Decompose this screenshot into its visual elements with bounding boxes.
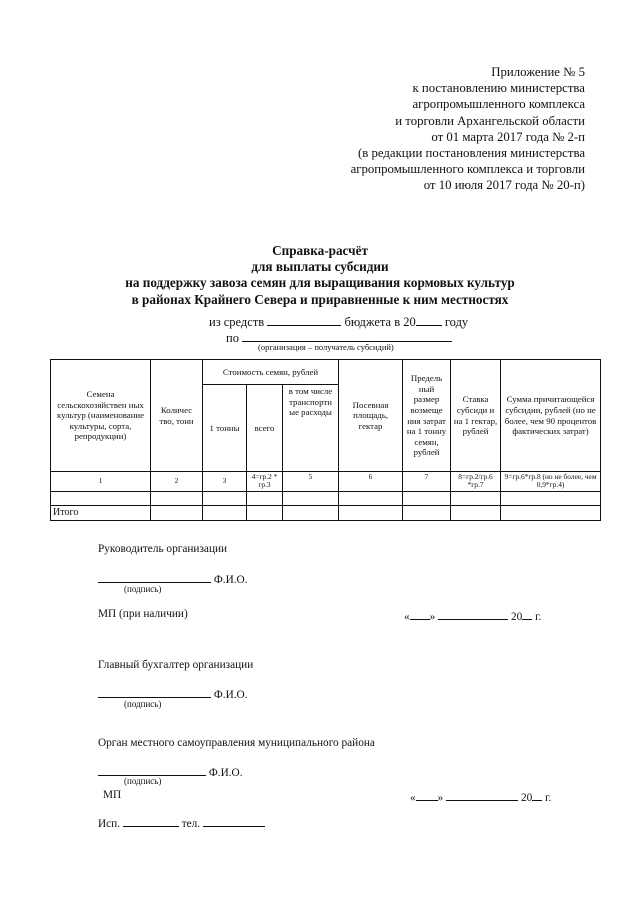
- col-number: 6: [339, 472, 403, 492]
- local-gov-sign-note: (подпись): [124, 776, 162, 786]
- table-cell[interactable]: [501, 491, 601, 505]
- executor-line: [98, 815, 265, 830]
- header-cost-total: всего: [247, 385, 283, 472]
- table-cell[interactable]: [203, 491, 247, 505]
- total-row: [51, 505, 601, 520]
- header-cost-per-ton: 1 тонны: [203, 385, 247, 472]
- date-close-quote: »: [429, 611, 436, 623]
- date-year-suffix: г.: [545, 792, 552, 804]
- table-cell[interactable]: [203, 505, 247, 520]
- table-cell[interactable]: [151, 505, 203, 520]
- appendix-header: [351, 64, 585, 194]
- date-year-suffix: г.: [535, 611, 542, 623]
- document-title: [0, 243, 640, 308]
- date-open-quote: «: [410, 792, 416, 804]
- header-quantity: Количес тво, тонн: [151, 360, 203, 472]
- table-cell[interactable]: [501, 505, 601, 520]
- table-cell[interactable]: [339, 505, 403, 520]
- date-close-quote: »: [437, 792, 444, 804]
- executor-tel-blank[interactable]: [203, 815, 265, 827]
- date-year-blank[interactable]: [522, 608, 532, 620]
- col-number: 3: [203, 472, 247, 492]
- col-number: 4=гр.2 * гр.3: [247, 472, 283, 492]
- org-name-blank[interactable]: [242, 329, 452, 342]
- funds-prefix: из средств: [209, 315, 265, 329]
- accountant-signature-blank[interactable]: [98, 686, 211, 698]
- header-area: Посевная площадь, гектар: [339, 360, 403, 472]
- seal2-date: [410, 789, 551, 804]
- subsidy-table: [50, 359, 601, 521]
- col-number: 9=гр.6*гр.8 (но не более, чем 0,9*гр.4): [501, 472, 601, 492]
- title-line: для выплаты субсидии: [251, 259, 389, 275]
- head-signature-line: [98, 571, 248, 586]
- table-cell[interactable]: [339, 491, 403, 505]
- table-cell[interactable]: [51, 491, 151, 505]
- head-title: Руководитель организации: [98, 543, 228, 555]
- accountant-fio: Ф.И.О.: [213, 689, 248, 701]
- date-month-blank[interactable]: [446, 789, 518, 801]
- accountant-sign-note: (подпись): [124, 699, 162, 709]
- head-fio: Ф.И.О.: [213, 574, 248, 586]
- date-year: 20: [520, 792, 533, 804]
- date-day-blank[interactable]: [410, 608, 430, 620]
- table-cell[interactable]: [247, 505, 283, 520]
- col-number: 1: [51, 472, 151, 492]
- org-prefix: по: [226, 331, 239, 345]
- accountant-signature-line: [98, 686, 248, 701]
- head-sign-note: (подпись): [124, 584, 162, 594]
- org-note: (организация – получатель субсидий): [258, 342, 394, 352]
- appendix-line: от 01 марта 2017 года № 2-п: [431, 129, 585, 144]
- date-year: 20: [510, 611, 523, 623]
- table-cell[interactable]: [403, 505, 451, 520]
- seal-label: МП (при наличии): [98, 608, 188, 620]
- header-limit: Предель ный размер возмеще ния затрат на 1 тонну семян, рублей: [403, 360, 451, 472]
- appendix-line: агропромышленного комплекса и торговли: [350, 162, 585, 177]
- table-cell[interactable]: [451, 491, 501, 505]
- table-row: [51, 491, 601, 505]
- total-label: Итого: [51, 505, 151, 520]
- appendix-line: Приложение № 5: [491, 65, 585, 79]
- local-gov-signature-line: [98, 764, 243, 779]
- funds-source-blank[interactable]: [267, 313, 341, 326]
- date-open-quote: «: [404, 611, 410, 623]
- date-year-blank[interactable]: [532, 789, 542, 801]
- funds-middle: бюджета в 20: [344, 315, 416, 329]
- local-gov-fio: Ф.И.О.: [208, 767, 243, 779]
- appendix-line: (в редакции постановления министерства: [357, 146, 585, 161]
- appendix-line: к постановлению министерства: [412, 81, 585, 96]
- col-number: 2: [151, 472, 203, 492]
- col-number: 8=гр.2/гр.6 *гр.7: [451, 472, 501, 492]
- executor-name-blank[interactable]: [123, 815, 179, 827]
- header-sum: Сумма причитающейся субсидии, рублей (но не более, чем 90 процентов фактических затрат): [501, 360, 601, 472]
- head-signature-blank[interactable]: [98, 571, 211, 583]
- executor-label: Исп.: [98, 818, 121, 830]
- title-line: на поддержку завоза семян для выращивания кормовых культур: [125, 275, 515, 291]
- accountant-title: Главный бухгалтер организации: [98, 659, 254, 671]
- funds-suffix: году: [444, 315, 469, 329]
- col-number: 5: [283, 472, 339, 492]
- title-line: Справка-расчёт: [272, 243, 368, 258]
- date-month-blank[interactable]: [438, 608, 508, 620]
- seal2-label: МП: [103, 789, 122, 801]
- title-line: в районах Крайнего Севера и приравненные к ним местностях: [131, 291, 509, 307]
- table-cell[interactable]: [451, 505, 501, 520]
- table-cell[interactable]: [151, 491, 203, 505]
- local-gov-title: Орган местного самоуправления муниципального района: [98, 737, 375, 749]
- header-rate: Ставка субсиди и на 1 гектар, рублей: [451, 360, 501, 472]
- local-gov-signature-blank[interactable]: [98, 764, 206, 776]
- table-cell[interactable]: [247, 491, 283, 505]
- header-seeds: Семена сельскохозяйствен ных культур (наименование культуры, сорта, репродукции): [51, 360, 151, 472]
- table-cell[interactable]: [283, 505, 339, 520]
- funds-year-blank[interactable]: [416, 313, 442, 326]
- table-cell[interactable]: [283, 491, 339, 505]
- header-transport: в том числе транспортн ые расходы: [283, 385, 339, 472]
- column-numbers-row: [51, 472, 601, 492]
- seal-date: [404, 608, 541, 623]
- funds-line: [209, 313, 468, 330]
- appendix-line: и торговли Архангельской области: [395, 113, 585, 128]
- table-cell[interactable]: [403, 491, 451, 505]
- date-day-blank[interactable]: [416, 789, 438, 801]
- executor-tel: тел.: [181, 818, 201, 830]
- appendix-line: от 10 июля 2017 года № 20-п): [423, 178, 585, 193]
- header-cost-group: Стоимость семян, рублей: [203, 360, 339, 385]
- appendix-line: агропромышленного комплекса: [412, 97, 585, 112]
- col-number: 7: [403, 472, 451, 492]
